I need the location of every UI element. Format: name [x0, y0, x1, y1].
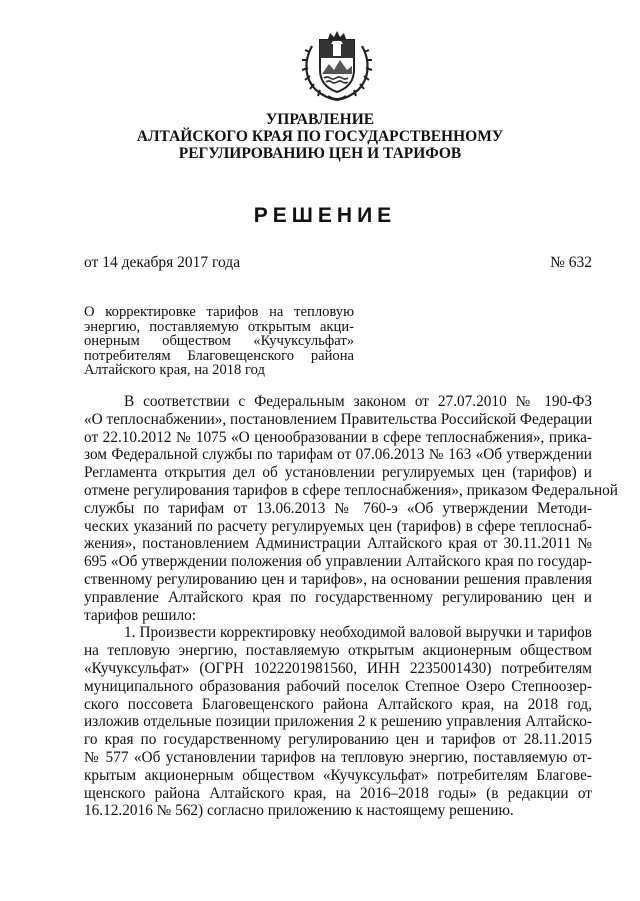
body-text [84, 393, 618, 820]
subject-line: онерным обществом «Кучуксульфат» [84, 333, 354, 349]
body-line: ственному регулированию цен и тарифов», на основании решения правления [84, 570, 592, 588]
subject-line: энергию, поставляемую открытым акци- [84, 318, 354, 335]
decision-number: № 632 [550, 254, 592, 271]
body-line: изложив отдельные позиции приложения 2 к решению управления Алтайско- [84, 713, 592, 731]
body-line: службы по тарифам от 13.06.2013 № 760-э «Об утверждении Методи- [84, 499, 592, 517]
subject-line: О корректировке тарифов на тепловую [84, 304, 354, 320]
body-line: ческих указаний по расчету регулируемых цен (тарифов) в сфере теплоснаб- [84, 517, 592, 535]
body-line: жения», постановлением Администрации Алтайского края от 30.11.2011 № [84, 535, 592, 553]
decision-date: от 14 декабря 2017 года [84, 254, 241, 271]
body-line: «Кучуксульфат» (ОГРН 1022201981560, ИНН 2235001430) потребителям [84, 659, 592, 677]
body-line: № 577 «Об установлении тарифов на тепловую энергию, поставляемую от- [84, 748, 592, 766]
date-number-line [84, 254, 592, 272]
agency-line: УПРАВЛЕНИЕ [265, 111, 375, 128]
subject-block [84, 305, 354, 378]
body-line: щенского района Алтайского края, на 2016–2018 годы» (в редакции от [84, 784, 592, 802]
document-type-heading: РЕШЕНИЕ [253, 204, 397, 227]
body-line: крытым акционерным обществом «Кучуксульфат» потребителям Благове- [84, 766, 592, 784]
body-line: отмене регулирования тарифов в сфере теплоснабжения», приказом Федеральной [84, 481, 618, 499]
agency-name [0, 111, 640, 162]
agency-line: АЛТАЙСКОГО КРАЯ ПО ГОСУДАРСТВЕННОМУ [136, 128, 504, 145]
body-line: Регламента открытия дел об установлении регулируемых цен (тарифов) и [84, 464, 592, 482]
body-line: зом Федеральной службы по тарифам от 07.06.2013 № 163 «Об утверждении [84, 446, 592, 464]
body-line: муниципального образования рабочий поселок Степное Озеро Степноозер- [84, 677, 592, 695]
body-line: го края по государственному регулированию цен и тарифов от 28.11.2015 [84, 731, 592, 749]
subject-line: Алтайского края, на 2018 год [84, 362, 265, 378]
body-line: на тепловую энергию, поставляемую открытым акционерным обществом [84, 642, 592, 660]
agency-line: РЕГУЛИРОВАНИЮ ЦЕН И ТАРИФОВ [178, 145, 462, 162]
altai-krai-coat-of-arms-icon [298, 26, 376, 104]
body-line: от 22.10.2012 № 1075 «О ценообразовании в сфере теплоснабжения», прика- [84, 428, 592, 446]
body-line: 695 «Об утверждении положения об управлении Алтайского края по государ- [84, 553, 592, 571]
body-line: 16.12.2016 № 562) согласно приложению к настоящему решению. [84, 802, 514, 820]
body-line: управление Алтайского края по государственному регулированию цен и [84, 588, 592, 606]
body-line: В соответствии с Федеральным законом от 27.07.2010 № 190-ФЗ [124, 393, 592, 410]
body-line: «О теплоснабжении», постановлением Правительства Российской Федерации [84, 410, 593, 428]
body-line: тарифов решило: [84, 606, 197, 624]
body-line: 1. Произвести корректировку необходимой валовой выручки и тарифов [124, 624, 592, 642]
body-line: ского поссовета Благовещенского района Алтайского края, на 2018 год, [84, 695, 592, 713]
subject-line: потребителям Благовещенского района [84, 347, 354, 364]
